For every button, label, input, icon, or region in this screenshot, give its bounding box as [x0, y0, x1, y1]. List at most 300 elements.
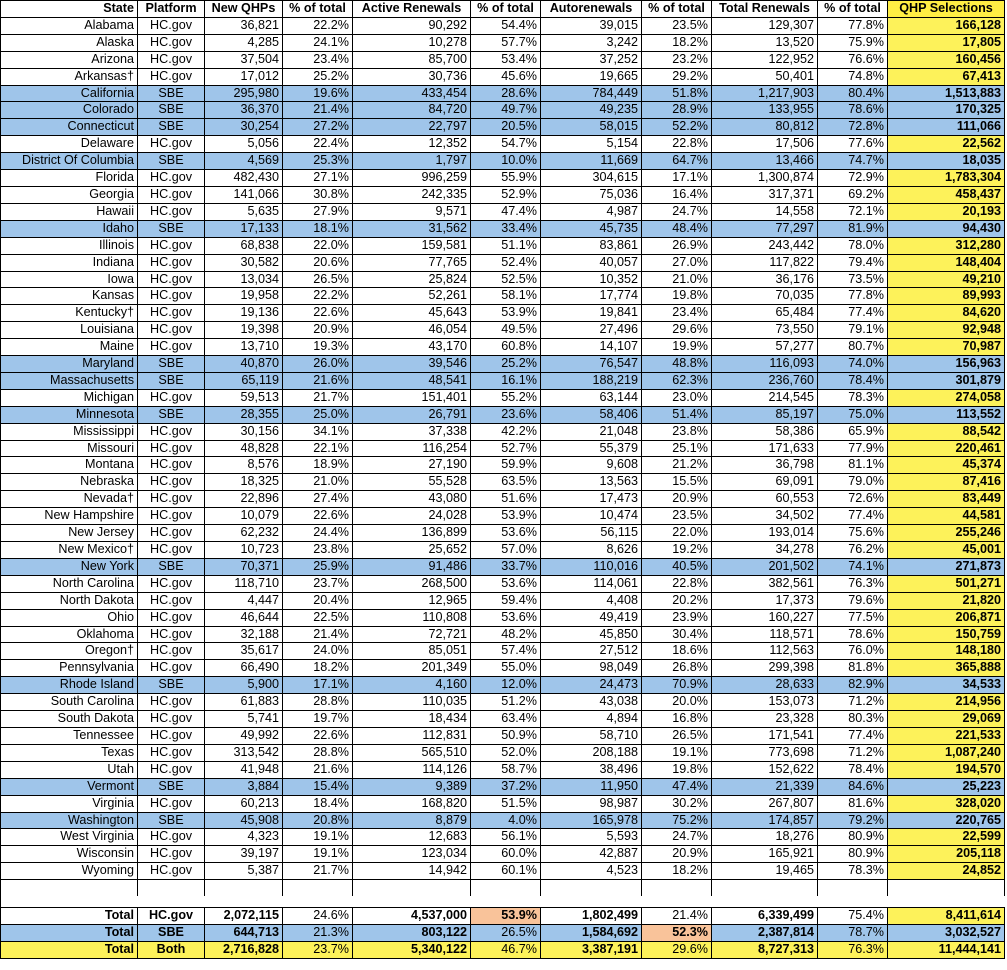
- total-ren-pct-cell: 77.4%: [818, 727, 888, 744]
- active-pct-cell: 52.0%: [471, 744, 541, 761]
- state-name: Florida: [1, 170, 138, 187]
- new-qhps-cell: 59,513: [205, 389, 283, 406]
- active-pct-cell: 53.4%: [471, 51, 541, 68]
- state-name: Wisconsin: [1, 846, 138, 863]
- active-pct-cell: 55.9%: [471, 170, 541, 187]
- table-row: [1, 508, 1005, 525]
- total-renewals-cell: 267,807: [712, 795, 818, 812]
- state-name: Texas: [1, 744, 138, 761]
- total-renewals-cell: 19,465: [712, 863, 818, 880]
- total-platform: SBE: [138, 925, 205, 942]
- header-auto-pct: % of total: [642, 1, 712, 18]
- active-renewals-cell: 22,797: [353, 119, 471, 136]
- total-ren-pct-cell: 74.8%: [818, 68, 888, 85]
- autorenewals-cell: 19,665: [541, 68, 642, 85]
- total-renewals-cell: 317,371: [712, 186, 818, 203]
- new-qhps-cell: 22,896: [205, 491, 283, 508]
- active-pct-cell: 23.6%: [471, 406, 541, 423]
- total-ren-pct-cell: 76.6%: [818, 51, 888, 68]
- total-ren-pct-cell: 84.6%: [818, 778, 888, 795]
- auto-pct-cell: 19.1%: [642, 744, 712, 761]
- active-pct-cell: 55.0%: [471, 660, 541, 677]
- total-renewals-cell: 153,073: [712, 694, 818, 711]
- platform-cell: HC.gov: [138, 474, 205, 491]
- qhp-selections-cell: 301,879: [888, 372, 1005, 389]
- state-name: Tennessee: [1, 727, 138, 744]
- qhp-selections-cell: 148,180: [888, 643, 1005, 660]
- auto-pct-cell: 18.2%: [642, 863, 712, 880]
- active-pct-cell: 60.0%: [471, 846, 541, 863]
- total-renewals-cell: 116,093: [712, 356, 818, 373]
- platform-cell: HC.gov: [138, 863, 205, 880]
- auto-pct-cell: 51.8%: [642, 85, 712, 102]
- active-pct-cell: 53.9%: [471, 305, 541, 322]
- total-renewals-cell: 34,502: [712, 508, 818, 525]
- state-name: West Virginia: [1, 829, 138, 846]
- new-pct-cell: 19.3%: [283, 339, 353, 356]
- new-pct-cell: 22.4%: [283, 136, 353, 153]
- new-qhps-cell: 4,323: [205, 829, 283, 846]
- table-row: [1, 795, 1005, 812]
- new-qhps-cell: 45,908: [205, 812, 283, 829]
- active-pct-cell: 4.0%: [471, 812, 541, 829]
- active-pct-cell: 37.2%: [471, 778, 541, 795]
- total-renewals-cell: 243,442: [712, 237, 818, 254]
- total-auto-pct: 52.3%: [642, 925, 712, 942]
- state-name: New York: [1, 558, 138, 575]
- new-pct-cell: 28.8%: [283, 694, 353, 711]
- state-name: Virginia: [1, 795, 138, 812]
- new-pct-cell: 27.9%: [283, 203, 353, 220]
- table-row: [1, 186, 1005, 203]
- state-name: Hawaii: [1, 203, 138, 220]
- platform-cell: HC.gov: [138, 626, 205, 643]
- auto-pct-cell: 16.4%: [642, 186, 712, 203]
- platform-cell: HC.gov: [138, 508, 205, 525]
- platform-cell: HC.gov: [138, 389, 205, 406]
- total-renewals: 8,727,313: [712, 941, 818, 958]
- total-renewals-cell: 36,176: [712, 271, 818, 288]
- header-autorenewals: Autorenewals: [541, 1, 642, 18]
- new-qhps-cell: 19,136: [205, 305, 283, 322]
- new-pct-cell: 20.4%: [283, 592, 353, 609]
- new-qhps-cell: 30,156: [205, 423, 283, 440]
- total-renewals-cell: 160,227: [712, 609, 818, 626]
- table-row: [1, 677, 1005, 694]
- header-new-qhps: New QHPs: [205, 1, 283, 18]
- total-active: 4,537,000: [353, 908, 471, 925]
- autorenewals-cell: 208,188: [541, 744, 642, 761]
- platform-cell: HC.gov: [138, 186, 205, 203]
- auto-pct-cell: 17.1%: [642, 170, 712, 187]
- active-pct-cell: 53.9%: [471, 508, 541, 525]
- new-qhps-cell: 19,958: [205, 288, 283, 305]
- new-pct-cell: 22.6%: [283, 727, 353, 744]
- active-renewals-cell: 151,401: [353, 389, 471, 406]
- active-pct-cell: 33.4%: [471, 220, 541, 237]
- state-name: Louisiana: [1, 322, 138, 339]
- new-qhps-cell: 36,370: [205, 102, 283, 119]
- auto-pct-cell: 26.5%: [642, 727, 712, 744]
- qhp-selections-cell: 17,805: [888, 34, 1005, 51]
- active-renewals-cell: 27,190: [353, 457, 471, 474]
- autorenewals-cell: 13,563: [541, 474, 642, 491]
- total-ren-pct-cell: 74.0%: [818, 356, 888, 373]
- platform-cell: HC.gov: [138, 136, 205, 153]
- auto-pct-cell: 20.9%: [642, 846, 712, 863]
- active-renewals-cell: 10,278: [353, 34, 471, 51]
- qhp-selections-cell: 83,449: [888, 491, 1005, 508]
- table-row: [1, 406, 1005, 423]
- state-name: New Hampshire: [1, 508, 138, 525]
- active-renewals-cell: 39,546: [353, 356, 471, 373]
- new-qhps-cell: 19,398: [205, 322, 283, 339]
- state-name: Pennsylvania: [1, 660, 138, 677]
- new-qhps-cell: 61,883: [205, 694, 283, 711]
- new-pct-cell: 27.1%: [283, 170, 353, 187]
- new-pct-cell: 18.1%: [283, 220, 353, 237]
- qhp-selections-cell: 160,456: [888, 51, 1005, 68]
- header-platform: Platform: [138, 1, 205, 18]
- new-qhps-cell: 41,948: [205, 761, 283, 778]
- qhp-selections-cell: 194,570: [888, 761, 1005, 778]
- auto-pct-cell: 20.0%: [642, 694, 712, 711]
- new-pct-cell: 22.5%: [283, 609, 353, 626]
- total-ren-pct-cell: 72.1%: [818, 203, 888, 220]
- platform-cell: HC.gov: [138, 423, 205, 440]
- qhp-selections-cell: 220,765: [888, 812, 1005, 829]
- autorenewals-cell: 49,235: [541, 102, 642, 119]
- new-qhps-cell: 40,870: [205, 356, 283, 373]
- total-qhp: 8,411,614: [888, 908, 1005, 925]
- total-renewals-cell: 65,484: [712, 305, 818, 322]
- active-pct-cell: 52.4%: [471, 254, 541, 271]
- new-pct-cell: 24.1%: [283, 34, 353, 51]
- table-row: [1, 322, 1005, 339]
- total-ren-pct-cell: 79.1%: [818, 322, 888, 339]
- total-label: Total: [1, 908, 138, 925]
- total-ren-pct-cell: 81.8%: [818, 660, 888, 677]
- platform-cell: HC.gov: [138, 694, 205, 711]
- new-pct-cell: 21.6%: [283, 372, 353, 389]
- table-row: [1, 339, 1005, 356]
- total-ren-pct-cell: 80.9%: [818, 846, 888, 863]
- new-qhps-cell: 37,504: [205, 51, 283, 68]
- autorenewals-cell: 63,144: [541, 389, 642, 406]
- total-ren-pct-cell: 74.1%: [818, 558, 888, 575]
- table-row: [1, 356, 1005, 373]
- new-qhps-cell: 13,710: [205, 339, 283, 356]
- header-row: [1, 1, 1005, 18]
- autorenewals-cell: 40,057: [541, 254, 642, 271]
- new-qhps-cell: 66,490: [205, 660, 283, 677]
- total-ren-pct-cell: 79.0%: [818, 474, 888, 491]
- total-ren-pct-cell: 76.2%: [818, 542, 888, 559]
- auto-pct-cell: 23.0%: [642, 389, 712, 406]
- new-qhps-cell: 5,900: [205, 677, 283, 694]
- state-name: Georgia: [1, 186, 138, 203]
- new-qhps-cell: 62,232: [205, 525, 283, 542]
- autorenewals-cell: 37,252: [541, 51, 642, 68]
- auto-pct-cell: 75.2%: [642, 812, 712, 829]
- qhp-selections-cell: 220,461: [888, 440, 1005, 457]
- header-new-pct: % of total: [283, 1, 353, 18]
- total-renewals-cell: 299,398: [712, 660, 818, 677]
- table-row: [1, 254, 1005, 271]
- state-name: Kansas: [1, 288, 138, 305]
- total-ren-pct-cell: 75.0%: [818, 406, 888, 423]
- new-qhps-cell: 5,741: [205, 711, 283, 728]
- qhp-selections-cell: 271,873: [888, 558, 1005, 575]
- state-name: Idaho: [1, 220, 138, 237]
- total-ren-pct-cell: 80.4%: [818, 85, 888, 102]
- total-renewals-cell: 13,466: [712, 153, 818, 170]
- qhp-selections-cell: 221,533: [888, 727, 1005, 744]
- autorenewals-cell: 49,419: [541, 609, 642, 626]
- active-renewals-cell: 25,652: [353, 542, 471, 559]
- total-new: 2,716,828: [205, 941, 283, 958]
- state-name: California: [1, 85, 138, 102]
- total-renewals-cell: 112,563: [712, 643, 818, 660]
- total-ren-pct-cell: 80.9%: [818, 829, 888, 846]
- qhp-selections-cell: 88,542: [888, 423, 1005, 440]
- table-row: [1, 68, 1005, 85]
- platform-cell: HC.gov: [138, 170, 205, 187]
- autorenewals-cell: 3,242: [541, 34, 642, 51]
- new-pct-cell: 15.4%: [283, 778, 353, 795]
- active-pct-cell: 48.2%: [471, 626, 541, 643]
- qhp-selections-cell: 45,374: [888, 457, 1005, 474]
- total-renewals-cell: 50,401: [712, 68, 818, 85]
- total-renewals: 6,339,499: [712, 908, 818, 925]
- new-pct-cell: 23.4%: [283, 51, 353, 68]
- state-name: Illinois: [1, 237, 138, 254]
- active-pct-cell: 58.1%: [471, 288, 541, 305]
- state-name: Colorado: [1, 102, 138, 119]
- new-qhps-cell: 36,821: [205, 17, 283, 34]
- platform-cell: SBE: [138, 558, 205, 575]
- autorenewals-cell: 45,735: [541, 220, 642, 237]
- table-row: [1, 761, 1005, 778]
- qhp-selections-cell: 70,987: [888, 339, 1005, 356]
- autorenewals-cell: 10,352: [541, 271, 642, 288]
- auto-pct-cell: 18.2%: [642, 34, 712, 51]
- active-pct-cell: 54.7%: [471, 136, 541, 153]
- autorenewals-cell: 5,593: [541, 829, 642, 846]
- new-pct-cell: 21.7%: [283, 389, 353, 406]
- qhp-selections-cell: 312,280: [888, 237, 1005, 254]
- active-renewals-cell: 85,700: [353, 51, 471, 68]
- autorenewals-cell: 14,107: [541, 339, 642, 356]
- new-pct-cell: 30.8%: [283, 186, 353, 203]
- platform-cell: HC.gov: [138, 609, 205, 626]
- auto-pct-cell: 20.2%: [642, 592, 712, 609]
- new-qhps-cell: 39,197: [205, 846, 283, 863]
- total-renewals-cell: 122,952: [712, 51, 818, 68]
- new-qhps-cell: 28,355: [205, 406, 283, 423]
- active-renewals-cell: 37,338: [353, 423, 471, 440]
- auto-pct-cell: 47.4%: [642, 778, 712, 795]
- autorenewals-cell: 58,406: [541, 406, 642, 423]
- total-renewals-cell: 58,386: [712, 423, 818, 440]
- auto-pct-cell: 29.6%: [642, 322, 712, 339]
- qhp-selections-cell: 89,993: [888, 288, 1005, 305]
- active-renewals-cell: 91,486: [353, 558, 471, 575]
- platform-cell: SBE: [138, 85, 205, 102]
- active-renewals-cell: 55,528: [353, 474, 471, 491]
- autorenewals-cell: 58,015: [541, 119, 642, 136]
- total-ren-pct-cell: 78.4%: [818, 761, 888, 778]
- total-ren-pct-cell: 71.2%: [818, 744, 888, 761]
- table-row: [1, 491, 1005, 508]
- total-renewals-cell: 214,545: [712, 389, 818, 406]
- platform-cell: SBE: [138, 102, 205, 119]
- new-pct-cell: 20.9%: [283, 322, 353, 339]
- auto-pct-cell: 48.4%: [642, 220, 712, 237]
- state-name: South Dakota: [1, 711, 138, 728]
- autorenewals-cell: 5,154: [541, 136, 642, 153]
- total-ren-pct-cell: 80.7%: [818, 339, 888, 356]
- new-pct-cell: 25.0%: [283, 406, 353, 423]
- table-row: [1, 423, 1005, 440]
- platform-cell: HC.gov: [138, 17, 205, 34]
- active-renewals-cell: 9,389: [353, 778, 471, 795]
- autorenewals-cell: 38,496: [541, 761, 642, 778]
- platform-cell: HC.gov: [138, 322, 205, 339]
- active-renewals-cell: 31,562: [353, 220, 471, 237]
- auto-pct-cell: 64.7%: [642, 153, 712, 170]
- platform-cell: HC.gov: [138, 711, 205, 728]
- state-name: Missouri: [1, 440, 138, 457]
- new-pct-cell: 23.7%: [283, 575, 353, 592]
- new-qhps-cell: 30,254: [205, 119, 283, 136]
- qhp-selections-cell: 22,562: [888, 136, 1005, 153]
- qhp-selections-cell: 255,246: [888, 525, 1005, 542]
- table-row: [1, 85, 1005, 102]
- active-renewals-cell: 123,034: [353, 846, 471, 863]
- table-row: [1, 271, 1005, 288]
- qhp-selections-cell: 45,001: [888, 542, 1005, 559]
- new-pct-cell: 21.4%: [283, 102, 353, 119]
- active-renewals-cell: 159,581: [353, 237, 471, 254]
- platform-cell: HC.gov: [138, 457, 205, 474]
- total-ren-pct-cell: 71.2%: [818, 694, 888, 711]
- new-pct-cell: 28.8%: [283, 744, 353, 761]
- autorenewals-cell: 784,449: [541, 85, 642, 102]
- platform-cell: SBE: [138, 372, 205, 389]
- new-pct-cell: 34.1%: [283, 423, 353, 440]
- header-total-ren-pct: % of total: [818, 1, 888, 18]
- auto-pct-cell: 23.2%: [642, 51, 712, 68]
- header-active-renewals: Active Renewals: [353, 1, 471, 18]
- qhp-selections-cell: 94,430: [888, 220, 1005, 237]
- total-renewals-cell: 193,014: [712, 525, 818, 542]
- auto-pct-cell: 20.9%: [642, 491, 712, 508]
- auto-pct-cell: 70.9%: [642, 677, 712, 694]
- autorenewals-cell: 45,850: [541, 626, 642, 643]
- total-renewals-cell: 382,561: [712, 575, 818, 592]
- total-ren-pct-cell: 75.9%: [818, 34, 888, 51]
- new-pct-cell: 27.4%: [283, 491, 353, 508]
- active-pct-cell: 54.4%: [471, 17, 541, 34]
- new-qhps-cell: 5,056: [205, 136, 283, 153]
- table-row: [1, 744, 1005, 761]
- active-renewals-cell: 242,335: [353, 186, 471, 203]
- new-qhps-cell: 4,285: [205, 34, 283, 51]
- total-ren-pct-cell: 80.3%: [818, 711, 888, 728]
- table-row: [1, 203, 1005, 220]
- total-label: Total: [1, 941, 138, 958]
- active-renewals-cell: 77,765: [353, 254, 471, 271]
- new-pct-cell: 22.6%: [283, 305, 353, 322]
- active-pct-cell: 28.6%: [471, 85, 541, 102]
- qhp-selections-cell: 1,513,883: [888, 85, 1005, 102]
- total-qhp: 3,032,527: [888, 925, 1005, 942]
- active-renewals-cell: 48,541: [353, 372, 471, 389]
- total-ren-pct-cell: 77.5%: [818, 609, 888, 626]
- new-pct-cell: 21.7%: [283, 863, 353, 880]
- active-renewals-cell: 1,797: [353, 153, 471, 170]
- autorenewals-cell: 4,523: [541, 863, 642, 880]
- qhp-selections-cell: 67,413: [888, 68, 1005, 85]
- table-row: [1, 711, 1005, 728]
- total-renewals-cell: 80,812: [712, 119, 818, 136]
- new-pct-cell: 20.8%: [283, 812, 353, 829]
- auto-pct-cell: 19.9%: [642, 339, 712, 356]
- total-active-pct: 53.9%: [471, 908, 541, 925]
- table-row: [1, 119, 1005, 136]
- total-auto: 3,387,191: [541, 941, 642, 958]
- total-renewals-cell: 77,297: [712, 220, 818, 237]
- state-name: Nebraska: [1, 474, 138, 491]
- qhp-selections-cell: 92,948: [888, 322, 1005, 339]
- total-renewals-cell: 28,633: [712, 677, 818, 694]
- auto-pct-cell: 15.5%: [642, 474, 712, 491]
- active-renewals-cell: 565,510: [353, 744, 471, 761]
- active-renewals-cell: 116,254: [353, 440, 471, 457]
- platform-cell: HC.gov: [138, 288, 205, 305]
- qhp-selections-cell: 214,956: [888, 694, 1005, 711]
- new-pct-cell: 18.4%: [283, 795, 353, 812]
- platform-cell: HC.gov: [138, 440, 205, 457]
- autorenewals-cell: 98,987: [541, 795, 642, 812]
- qhp-selections-cell: 113,552: [888, 406, 1005, 423]
- active-pct-cell: 57.4%: [471, 643, 541, 660]
- state-name: Minnesota: [1, 406, 138, 423]
- new-pct-cell: 18.2%: [283, 660, 353, 677]
- total-renewals-cell: 1,217,903: [712, 85, 818, 102]
- total-renewals-cell: 14,558: [712, 203, 818, 220]
- total-new-pct: 23.7%: [283, 941, 353, 958]
- qhp-selections-cell: 170,325: [888, 102, 1005, 119]
- platform-cell: HC.gov: [138, 51, 205, 68]
- autorenewals-cell: 55,379: [541, 440, 642, 457]
- blank-row: [1, 880, 1005, 897]
- platform-cell: HC.gov: [138, 34, 205, 51]
- active-renewals-cell: 433,454: [353, 85, 471, 102]
- total-renewals-cell: 236,760: [712, 372, 818, 389]
- active-renewals-cell: 43,170: [353, 339, 471, 356]
- new-pct-cell: 22.2%: [283, 17, 353, 34]
- total-active: 803,122: [353, 925, 471, 942]
- active-renewals-cell: 12,352: [353, 136, 471, 153]
- total-renewals-cell: 69,091: [712, 474, 818, 491]
- active-renewals-cell: 8,879: [353, 812, 471, 829]
- active-pct-cell: 49.5%: [471, 322, 541, 339]
- state-name: District Of Columbia: [1, 153, 138, 170]
- active-renewals-cell: 30,736: [353, 68, 471, 85]
- total-ren-pct-cell: 72.8%: [818, 119, 888, 136]
